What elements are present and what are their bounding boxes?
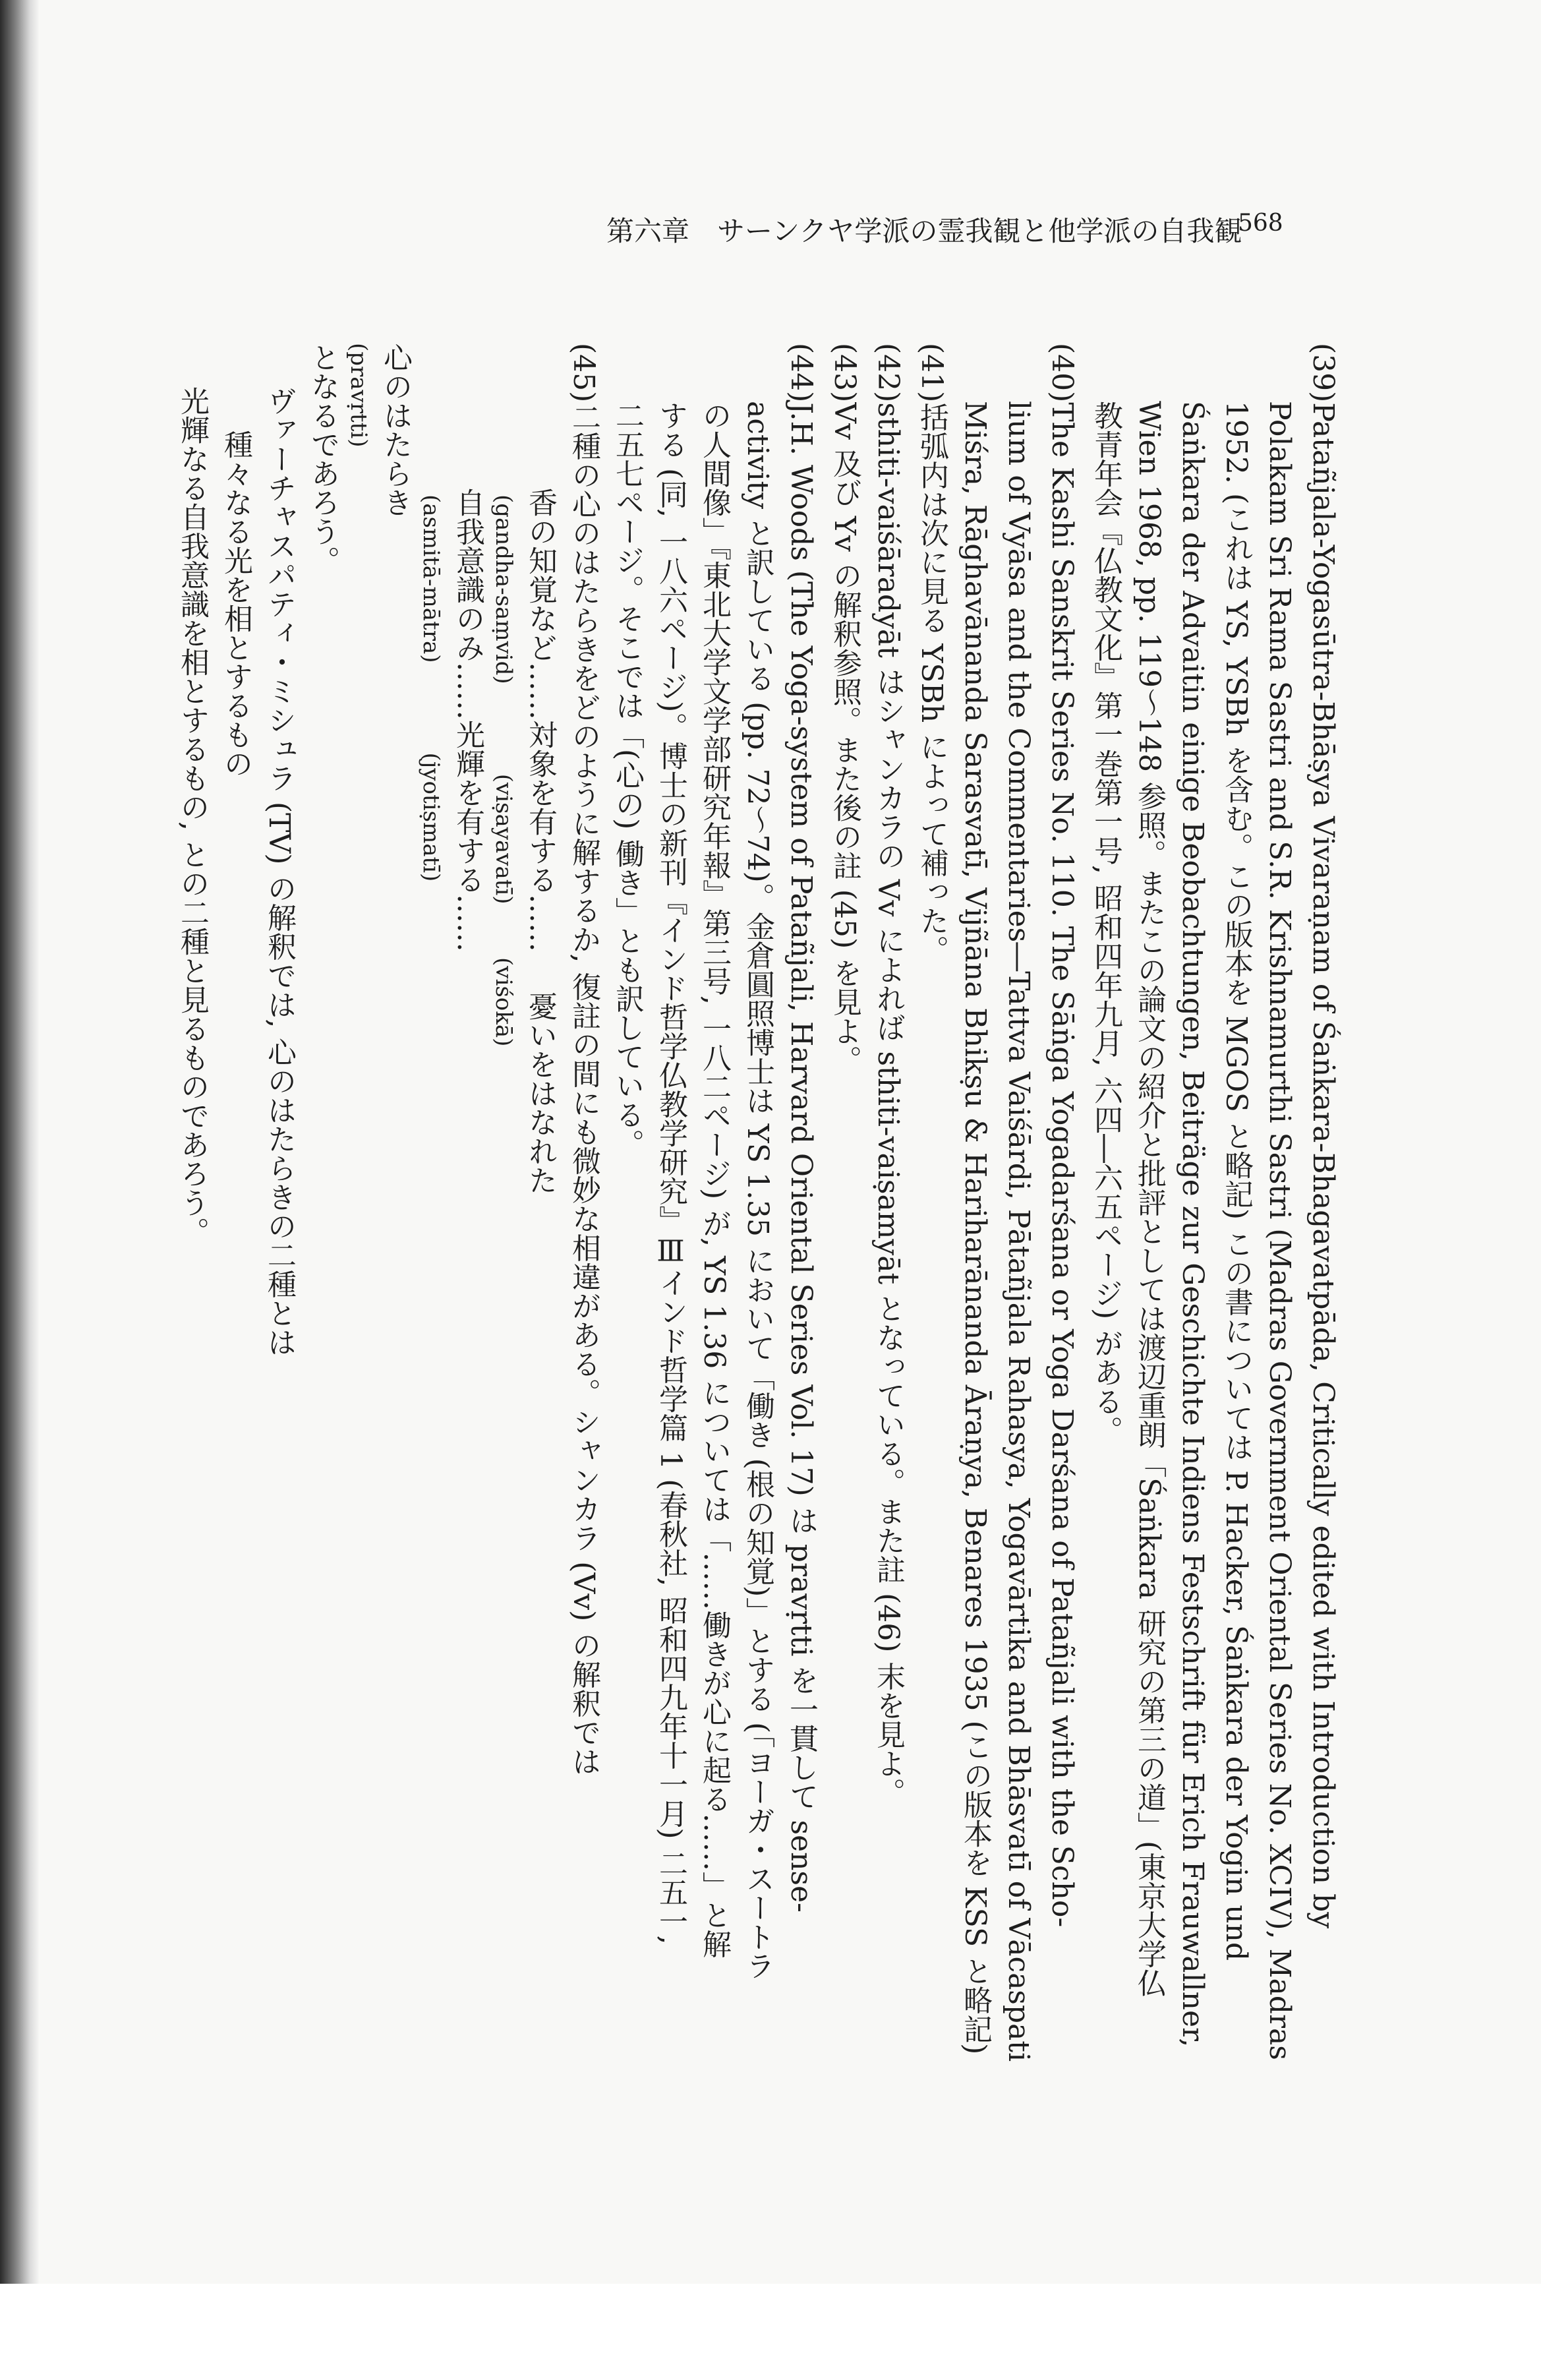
note-41: (41)括弧内は次に見る YSBh によって補った。	[915, 343, 948, 965]
note-number: (41)	[915, 343, 948, 403]
note-39-line-6: 教青年会『仏教文化』第一巻第一号, 昭和四年九月, 六四―六五ページ) がある。	[1089, 401, 1122, 1445]
note-44-line-1: (44)J.H. Woods (The Yoga-system of Patañjali, Harvard Oriental Series Vol. 17) は pravṛtti を一貫して sense-	[784, 343, 818, 1913]
note-number: (39)	[1306, 343, 1340, 403]
note-39-line-5: Wien 1968, pp. 119～148 参照。またこの論文の紹介と批評としては渡辺重朗「Śaṅkara 研究の第三の道」(東京大学仏	[1132, 401, 1166, 1998]
note-39-line-2: Polakam Sri Rama Sastri and S.R. Krishnamurthi Sastri (Madras Government Oriental Series No. XCIV), Madras	[1263, 401, 1296, 2060]
note-42: (42)sthiti-vaiśāradyāt はシャンカラの Vv によれば sthiti-vaiṣamyāt となっている。また註 (46) 末を見よ。	[871, 343, 905, 1807]
diagram-branch-2: 自我意識のみ……光輝を有する……	[451, 488, 484, 952]
note-number: (45)	[567, 343, 600, 403]
note-44-line-5: 二五七ページ。そこでは「(心の) 働き」とも訳している。	[610, 401, 644, 1158]
note-44-line-3: の人間像」『東北大学文学部研究年報』第三号, 一八二ページ) が, YS 1.36 については「……働きが心に起る……」と解	[697, 401, 731, 1959]
page-number: 568	[1238, 210, 1283, 237]
note-45-line-1: (45)二種の心のはたらきをどのように解するか, 復註の間にも微妙な相違がある。シャンカラ (Vv) の解釈では	[567, 343, 600, 1776]
note-39-line-1: (39)Patañjala-Yogasūtra-Bhāṣya Vivaraṇam of Śaṅkara-Bhagavatpāda, Critically edited with Introduction by	[1306, 343, 1340, 1929]
note-39-line-4: Śaṅkara der Advaitin einige Beobachtungen, Beiträge zur Geschichte Indiens Festschrift für Erich Frauwallner,	[1176, 401, 1209, 2048]
notes-text-area	[92, 343, 1345, 2228]
note-40-line-1: (40)The Kashi Sanskrit Series No. 110. The Sāṅga Yogadarśana or Yoga Darśana of Patañjali with the Scho-	[1045, 343, 1079, 1928]
note-43: (43)Vv 及び Yv の解釈参照。また後の註 (45) を見よ。	[828, 343, 861, 1075]
binding-shadow	[0, 0, 40, 2284]
closing-line-3: 種々なる光を相とするもの	[219, 430, 252, 778]
note-40-line-2: lium of Vyāsa and the Commentaries―Tattva Vaiśārdi, Pātañjala Rahasya, Yogavārtika and Bhāsvatī of Vācaspati	[1002, 401, 1035, 2062]
note-number: (43)	[828, 343, 861, 403]
closing-line-2: ヴァーチャスパティ・ミシュラ (TV) の解釈では, 心のはたらきの二種とは	[262, 386, 296, 1357]
diagram-branch-1-gloss: (gandha-saṃvid) (viṣayavatī)(viśokā)	[490, 494, 517, 1046]
diagram-root-gloss: (pravṛtti)	[345, 343, 372, 448]
running-head: 第六章 サーンクヤ学派の霊我観と他学派の自我観	[606, 215, 1242, 247]
note-39-line-3: 1952. (これは YS, YSBh を含む。この版本を MGOS と略記) この書については P. Hacker, Śaṅkara der Yogin und	[1219, 401, 1253, 1961]
closing-line-1: となるであろう。	[306, 343, 339, 575]
note-44-line-4: する (同, 一八六ページ)。博士の新刊『インド哲学仏教学研究』Ⅲインド哲学篇 1 (春秋社, 昭和四九年十一月) 二五一,	[654, 401, 687, 1945]
note-number: (42)	[871, 343, 905, 403]
diagram-root: 心のはたらき	[378, 343, 412, 517]
note-number: (44)	[784, 343, 818, 403]
note-40-line-3: Miśra, Rāghavānanda Sarasvatī, Vijñāna Bhikṣu & Hariharānanda Āraṇya, Benares 1935 (この版本を KSS と略記)	[958, 401, 992, 2055]
note-number: (40)	[1045, 343, 1079, 403]
note-44-line-2: activity と訳している (pp. 72～74)。金倉圓照博士は YS 1.35 において「働き (根の知覚)」とする (「ヨーガ・スートラ	[741, 401, 774, 1980]
closing-line-4: 光輝なる自我意識を相とするもの, との二種と見るものであろう。	[175, 386, 209, 1246]
diagram-branch-1: 香の知覚など……対象を有する……憂いをはなれた	[523, 488, 557, 1195]
diagram-branch-2-gloss: (asmitā-mātra) (jyotiṣmatī)	[418, 494, 444, 882]
